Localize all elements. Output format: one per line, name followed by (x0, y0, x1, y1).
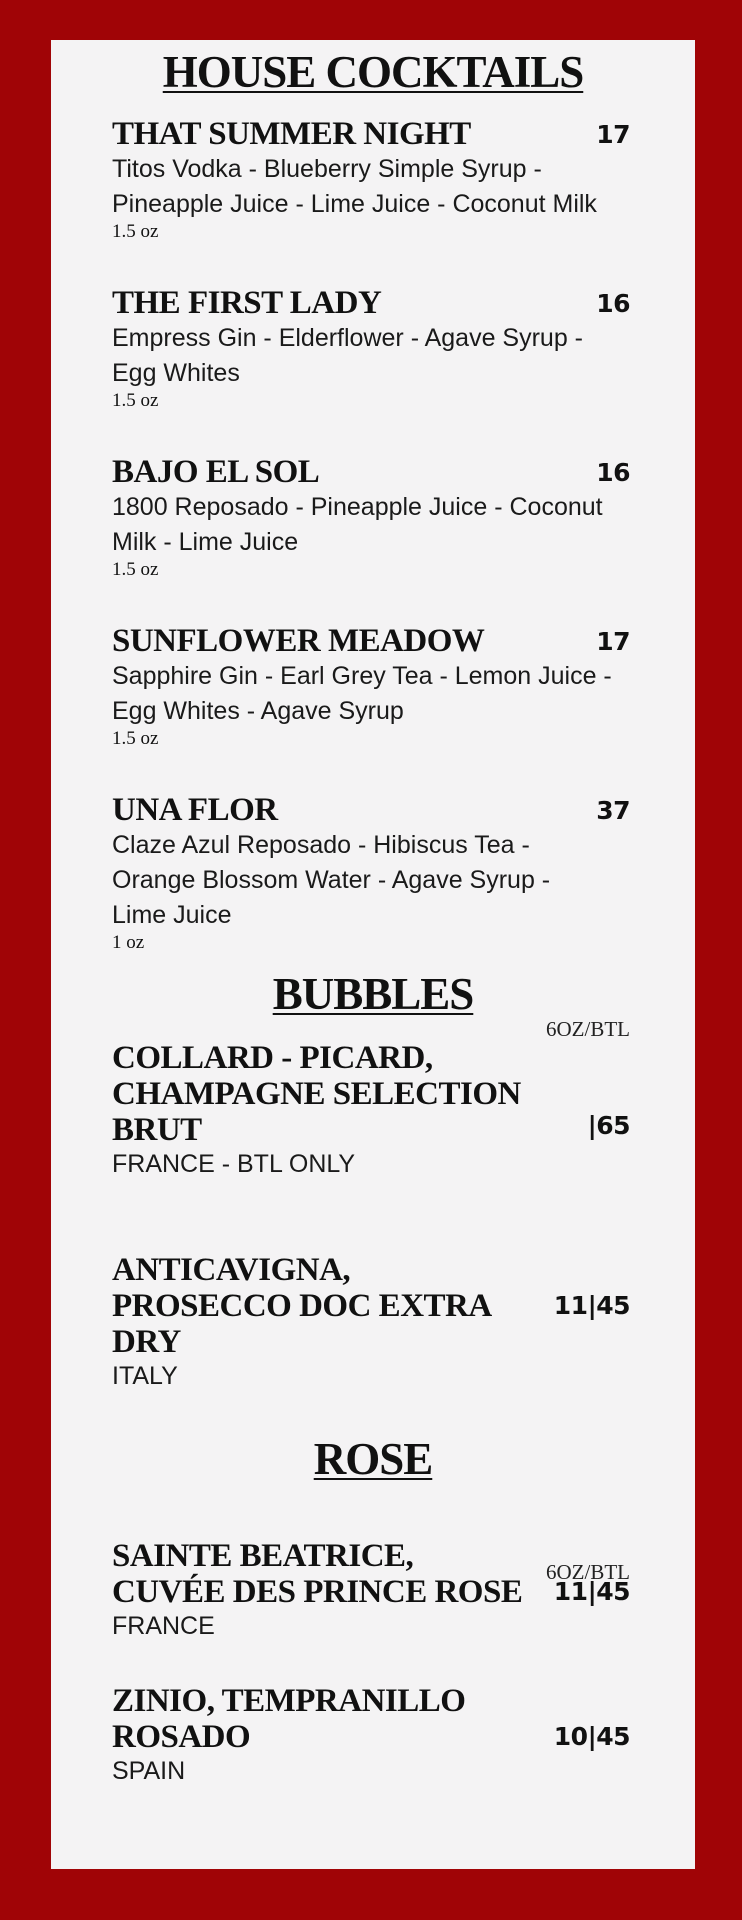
item-price: 16 (596, 289, 630, 318)
item-name: UNA FLOR (112, 792, 278, 828)
item-origin: FRANCE (112, 1612, 215, 1640)
item-name: ANTICAVIGNA, PROSECCO DOC EXTRA DRY (112, 1252, 490, 1360)
item-description: 1800 Reposado - Pineapple Juice - Coconut Milk - Lime Juice (112, 493, 603, 556)
item-description: Titos Vodka - Blueberry Simple Syrup - Pineapple Juice - Lime Juice - Coconut Milk (112, 155, 597, 218)
item-pour: 1 oz (112, 932, 145, 953)
item-pour: 1.5 oz (112, 728, 159, 749)
item-price: 17 (596, 627, 630, 656)
item-price: 11|45 (553, 1291, 630, 1320)
item-price: 11|45 (553, 1577, 630, 1606)
item-price: 37 (596, 796, 630, 825)
item-name: SUNFLOWER MEADOW (112, 623, 485, 659)
item-origin: FRANCE - BTL ONLY (112, 1150, 356, 1178)
item-name: THAT SUMMER NIGHT (112, 116, 471, 152)
item-description: Sapphire Gin - Earl Grey Tea - Lemon Juice - Egg Whites - Agave Syrup (112, 662, 612, 725)
item-origin: ITALY (112, 1362, 178, 1390)
section-title-bubbles: BUBBLES (272, 969, 474, 1019)
item-price: |65 (587, 1111, 630, 1140)
item-pour: 1.5 oz (112, 559, 159, 580)
item-name: THE FIRST LADY (112, 285, 382, 321)
item-pour: 1.5 oz (112, 221, 159, 242)
item-price: 10|45 (553, 1722, 630, 1751)
item-price: 16 (596, 458, 630, 487)
item-name: COLLARD - PICARD, CHAMPAGNE SELECTION BRUT (112, 1040, 521, 1148)
section-title-cocktails: HOUSE COCKTAILS (162, 47, 584, 97)
serving-unit-label: 6OZ/BTL (546, 1560, 630, 1584)
item-pour: 1.5 oz (112, 390, 159, 411)
item-origin: SPAIN (112, 1757, 186, 1785)
menu-item (112, 1040, 682, 1180)
item-price: 17 (596, 120, 630, 149)
item-description: Empress Gin - Elderflower - Agave Syrup - Egg Whites (112, 324, 583, 387)
menu-item (112, 1252, 682, 1392)
item-name: ZINIO, TEMPRANILLO ROSADO (112, 1683, 466, 1755)
section-title-rose: ROSE (313, 1434, 433, 1484)
item-description: Claze Azul Reposado - Hibiscus Tea - Orange Blossom Water - Agave Syrup - Lime Juice (112, 831, 551, 929)
item-name: SAINTE BEATRICE, CUVÉE DES PRINCE ROSE (112, 1538, 523, 1610)
serving-unit-label: 6OZ/BTL (546, 1017, 630, 1041)
menu-panel (51, 40, 695, 1869)
item-name: BAJO EL SOL (112, 454, 320, 490)
